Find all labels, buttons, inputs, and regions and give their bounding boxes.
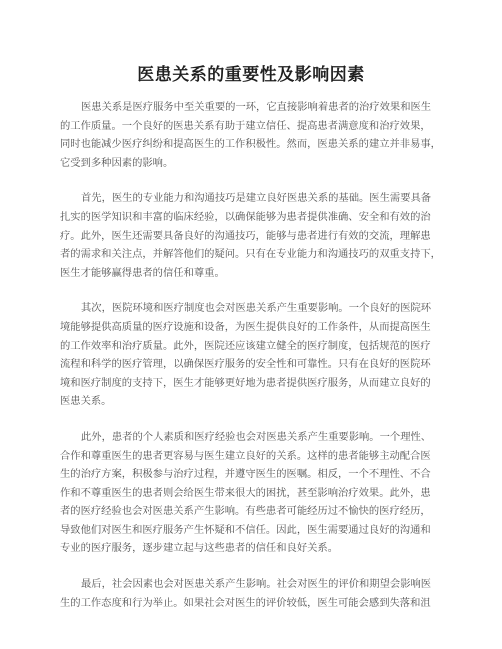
paragraph-line: 专业的医疗服务，逐步建立起与这些患者的信任和良好关系。 <box>60 542 339 555</box>
paragraph-line: 其次，医院环境和医疗制度也会对医患关系产生重要影响。一个良好的医院环 <box>81 302 432 315</box>
paragraph-line: 扎实的医学知识和丰富的临床经验，以确保能够为患者提供准确、安全和有效的治 <box>60 210 431 223</box>
paragraph-line: 医患关系是医疗服务中至关重要的一环，它直接影响着患者的治疗效果和医生 <box>81 101 432 113</box>
paragraph-line: 的工作质量。一个良好的医患关系有助于建立信任、提高患者满意度和治疗效果， <box>60 119 431 132</box>
document-title: 医患关系的重要性及影响因素 <box>137 65 365 85</box>
paragraph <box>60 575 448 612</box>
paragraph-line: 首先，医生的专业能力和沟通技巧是建立良好医患关系的基础。医生需要具备 <box>81 192 432 205</box>
paragraph-line: 疗。此外，医生还需要具备良好的沟通技巧，能够与患者进行有效的交流，理解患 <box>60 229 431 242</box>
paragraph-line: 者的医疗经验也会对医患关系产生影响。有些患者可能经历过不愉快的医疗经历， <box>60 505 431 518</box>
paragraph-line: 导致他们对医生和医疗服务产生怀疑和不信任。因此，医生需要通过良好的沟通和 <box>60 523 431 536</box>
paragraph-line: 此外，患者的个人素质和医疗经验也会对医患关系产生重要影响。一个理性、 <box>81 430 432 443</box>
paragraph-line: 医生才能够赢得患者的信任和尊重。 <box>60 266 225 279</box>
paragraph-line: 者的需求和关注点，并解答他们的疑问。只有在专业能力和沟通技巧的双重支持下， <box>60 248 441 261</box>
paragraph-line: 同时也能减少医疗纠纷和提高医生的工作积极性。然而，医患关系的建立并非易事， <box>60 138 441 151</box>
paragraph <box>60 299 448 411</box>
paragraph-line: 生的治疗方案，积极参与治疗过程，并遵守医生的医嘱。相反，一个不理性、不合 <box>60 468 431 481</box>
paragraph-line: 境和医疗制度的支持下，医生才能够更好地为患者提供医疗服务，从而建立良好的 <box>60 376 431 389</box>
paragraph-line: 境能够提供高质量的医疗设施和设备，为医生提供良好的工作条件，从而提高医生 <box>60 320 431 333</box>
paragraph-line: 最后，社会因素也会对医患关系产生影响。社会对医生的评价和期望会影响医 <box>81 578 432 591</box>
paragraph-line: 作和不尊重医生的患者则会给医生带来很大的困扰，甚至影响治疗效果。此外，患 <box>60 486 431 499</box>
paragraph-line: 流程和科学的医疗管理，以确保医疗服务的安全性和可靠性。只有在良好的医院环 <box>60 358 431 371</box>
paragraph-line: 的工作效率和治疗质量。此外，医院还应该建立健全的医疗制度，包括规范的医疗 <box>60 339 431 352</box>
paragraph-line: 生的工作态度和行为举止。如果社会对医生的评价较低，医生可能会感到失落和沮 <box>60 596 431 609</box>
paragraph-line: 合作和尊重医生的患者更容易与医生建立良好的关系。这样的患者能够主动配合医 <box>60 449 431 462</box>
document-body <box>60 98 448 629</box>
paragraph-line: 医患关系。 <box>60 395 112 408</box>
paragraph <box>60 428 448 558</box>
paragraph <box>60 189 448 282</box>
paragraph <box>60 98 448 172</box>
paragraph-line: 它受到多种因素的影响。 <box>60 156 174 169</box>
